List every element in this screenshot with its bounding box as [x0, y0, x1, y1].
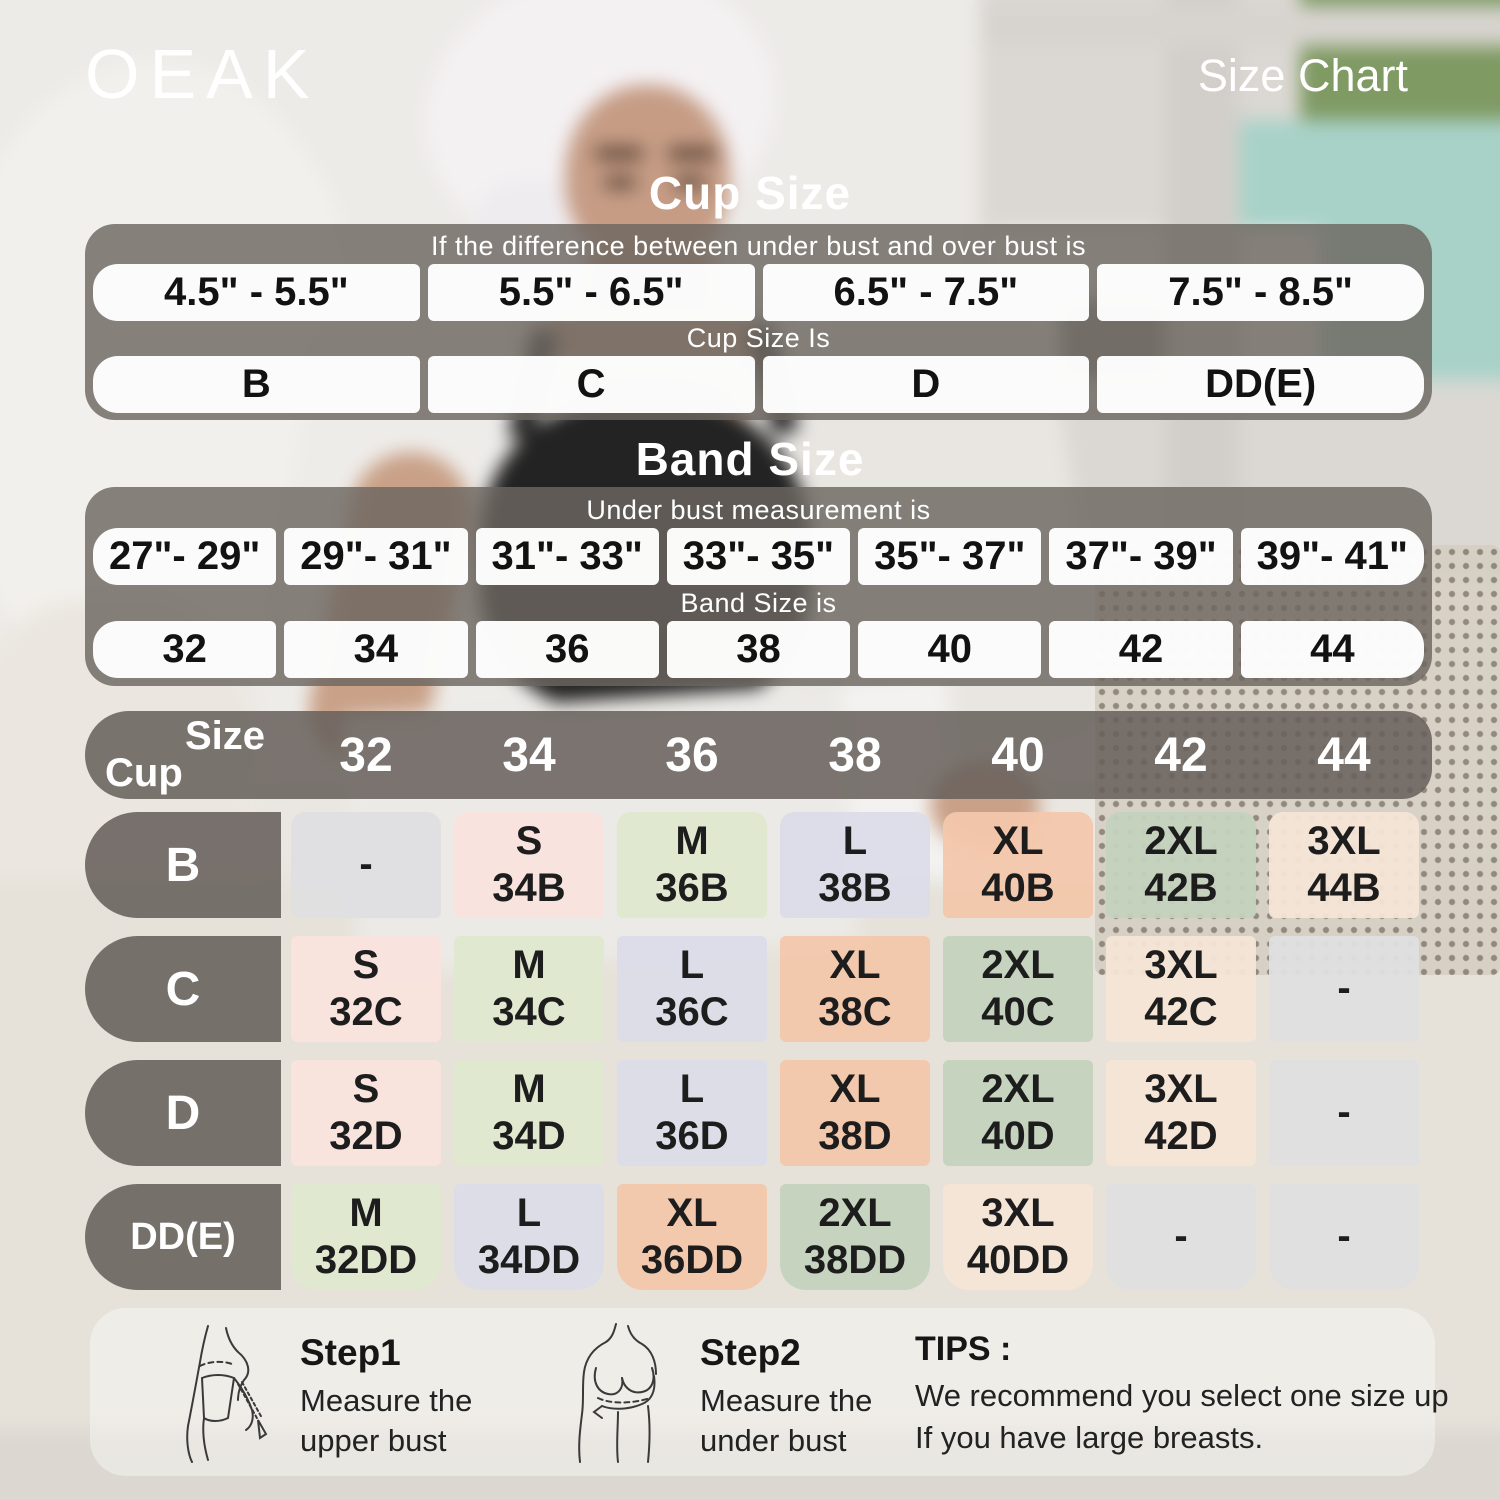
band-size-cell: 38 [667, 621, 850, 678]
size-cell: XL 40B [943, 812, 1093, 918]
band-condition-label: Under bust measurement is [586, 494, 931, 525]
brand-logo: OEAK [85, 35, 320, 113]
matrix-column-header: 44 [1317, 728, 1371, 782]
size-cell: M 36B [617, 812, 767, 918]
band-size-cell: 36 [476, 621, 659, 678]
page-title: Size Chart [1197, 50, 1408, 101]
band-value-row [93, 621, 1424, 678]
matrix-column-header: 42 [1154, 728, 1208, 782]
matrix-column-header: 34 [502, 728, 556, 782]
measure-under-bust-icon [558, 1322, 676, 1464]
matrix-column-header: 38 [828, 728, 882, 782]
size-cell: 2XL 40C [943, 936, 1093, 1042]
band-size-panel [85, 487, 1432, 686]
matrix-column-header: 40 [991, 728, 1045, 782]
size-cell: - [1269, 1060, 1419, 1166]
matrix-corner-size-label: Size [185, 714, 266, 758]
band-size-cell: 32 [93, 621, 276, 678]
matrix-row-label: B [85, 812, 281, 918]
matrix-row [291, 1184, 1419, 1290]
band-range-cell: 33"- 35" [667, 528, 850, 585]
band-size-cell: 34 [284, 621, 467, 678]
step1-line1: Measure the [300, 1383, 473, 1418]
measure-upper-bust-icon [162, 1322, 280, 1464]
size-cell: - [1106, 1184, 1256, 1290]
size-cell: - [291, 812, 441, 918]
cup-range-cell: 5.5" - 6.5" [428, 264, 755, 321]
band-range-cell: 31"- 33" [476, 528, 659, 585]
size-cell: S 32C [291, 936, 441, 1042]
size-cell: L 34DD [454, 1184, 604, 1290]
band-range-cell: 27"- 29" [93, 528, 276, 585]
cup-value-row [93, 356, 1424, 413]
cup-size-cell: C [428, 356, 755, 413]
size-cell: - [1269, 936, 1419, 1042]
band-range-cell: 39"- 41" [1241, 528, 1424, 585]
size-cell: XL 38D [780, 1060, 930, 1166]
matrix-row [291, 1060, 1419, 1166]
cup-result-label: Cup Size Is [686, 323, 831, 353]
cup-size-panel [85, 224, 1432, 420]
size-cell: 2XL 42B [1106, 812, 1256, 918]
size-cell: 3XL 40DD [943, 1184, 1093, 1290]
cup-range-row [93, 264, 1424, 321]
band-result-label: Band Size is [680, 587, 837, 618]
tips-line1: We recommend you select one size up [915, 1378, 1449, 1413]
cup-section-title: Cup Size [648, 167, 852, 219]
matrix-row-label: D [85, 1060, 281, 1166]
cup-size-cell: D [763, 356, 1090, 413]
size-cell: L 38B [780, 812, 930, 918]
band-range-cell: 37"- 39" [1049, 528, 1232, 585]
band-size-cell: 44 [1241, 621, 1424, 678]
matrix-row [291, 812, 1419, 918]
band-size-cell: 42 [1049, 621, 1232, 678]
matrix-row [291, 936, 1419, 1042]
size-cell: S 34B [454, 812, 604, 918]
band-range-cell: 29"- 31" [284, 528, 467, 585]
matrix-header [85, 711, 1432, 799]
band-size-cell: 40 [858, 621, 1041, 678]
matrix-corner-cup-label: Cup [105, 751, 183, 795]
cup-size-cell: B [93, 356, 420, 413]
size-cell: XL 38C [780, 936, 930, 1042]
cup-condition-label: If the difference between under bust and over bust is [431, 231, 1086, 261]
size-cell: 3XL 42C [1106, 936, 1256, 1042]
band-range-row [93, 528, 1424, 585]
size-cell: M 34C [454, 936, 604, 1042]
size-cell: - [1269, 1184, 1419, 1290]
cup-size-cell: DD(E) [1097, 356, 1424, 413]
matrix-row-label: C [85, 936, 281, 1042]
band-range-cell: 35"- 37" [858, 528, 1041, 585]
band-section-title: Band Size [635, 433, 865, 485]
matrix-row-label: DD(E) [85, 1184, 281, 1290]
step2-title: Step2 [700, 1332, 801, 1373]
tips-title: TIPS : [915, 1330, 1012, 1368]
size-cell: M 34D [454, 1060, 604, 1166]
matrix-column-headers [291, 711, 1419, 799]
size-cell: M 32DD [291, 1184, 441, 1290]
matrix-column-header: 32 [339, 728, 393, 782]
cup-range-cell: 7.5" - 8.5" [1097, 264, 1424, 321]
size-cell: 2XL 38DD [780, 1184, 930, 1290]
size-cell: 3XL 44B [1269, 812, 1419, 918]
size-cell: 2XL 40D [943, 1060, 1093, 1166]
size-cell: L 36C [617, 936, 767, 1042]
cup-range-cell: 4.5" - 5.5" [93, 264, 420, 321]
matrix-column-header: 36 [665, 728, 719, 782]
step1-line2: upper bust [300, 1423, 447, 1458]
step2-line2: under bust [700, 1423, 847, 1458]
step2-line1: Measure the [700, 1383, 873, 1418]
size-cell: 3XL 42D [1106, 1060, 1256, 1166]
step1-title: Step1 [300, 1332, 401, 1373]
cup-range-cell: 6.5" - 7.5" [763, 264, 1090, 321]
size-cell: S 32D [291, 1060, 441, 1166]
size-cell: XL 36DD [617, 1184, 767, 1290]
size-cell: L 36D [617, 1060, 767, 1166]
tips-line2: If you have large breasts. [915, 1420, 1264, 1455]
